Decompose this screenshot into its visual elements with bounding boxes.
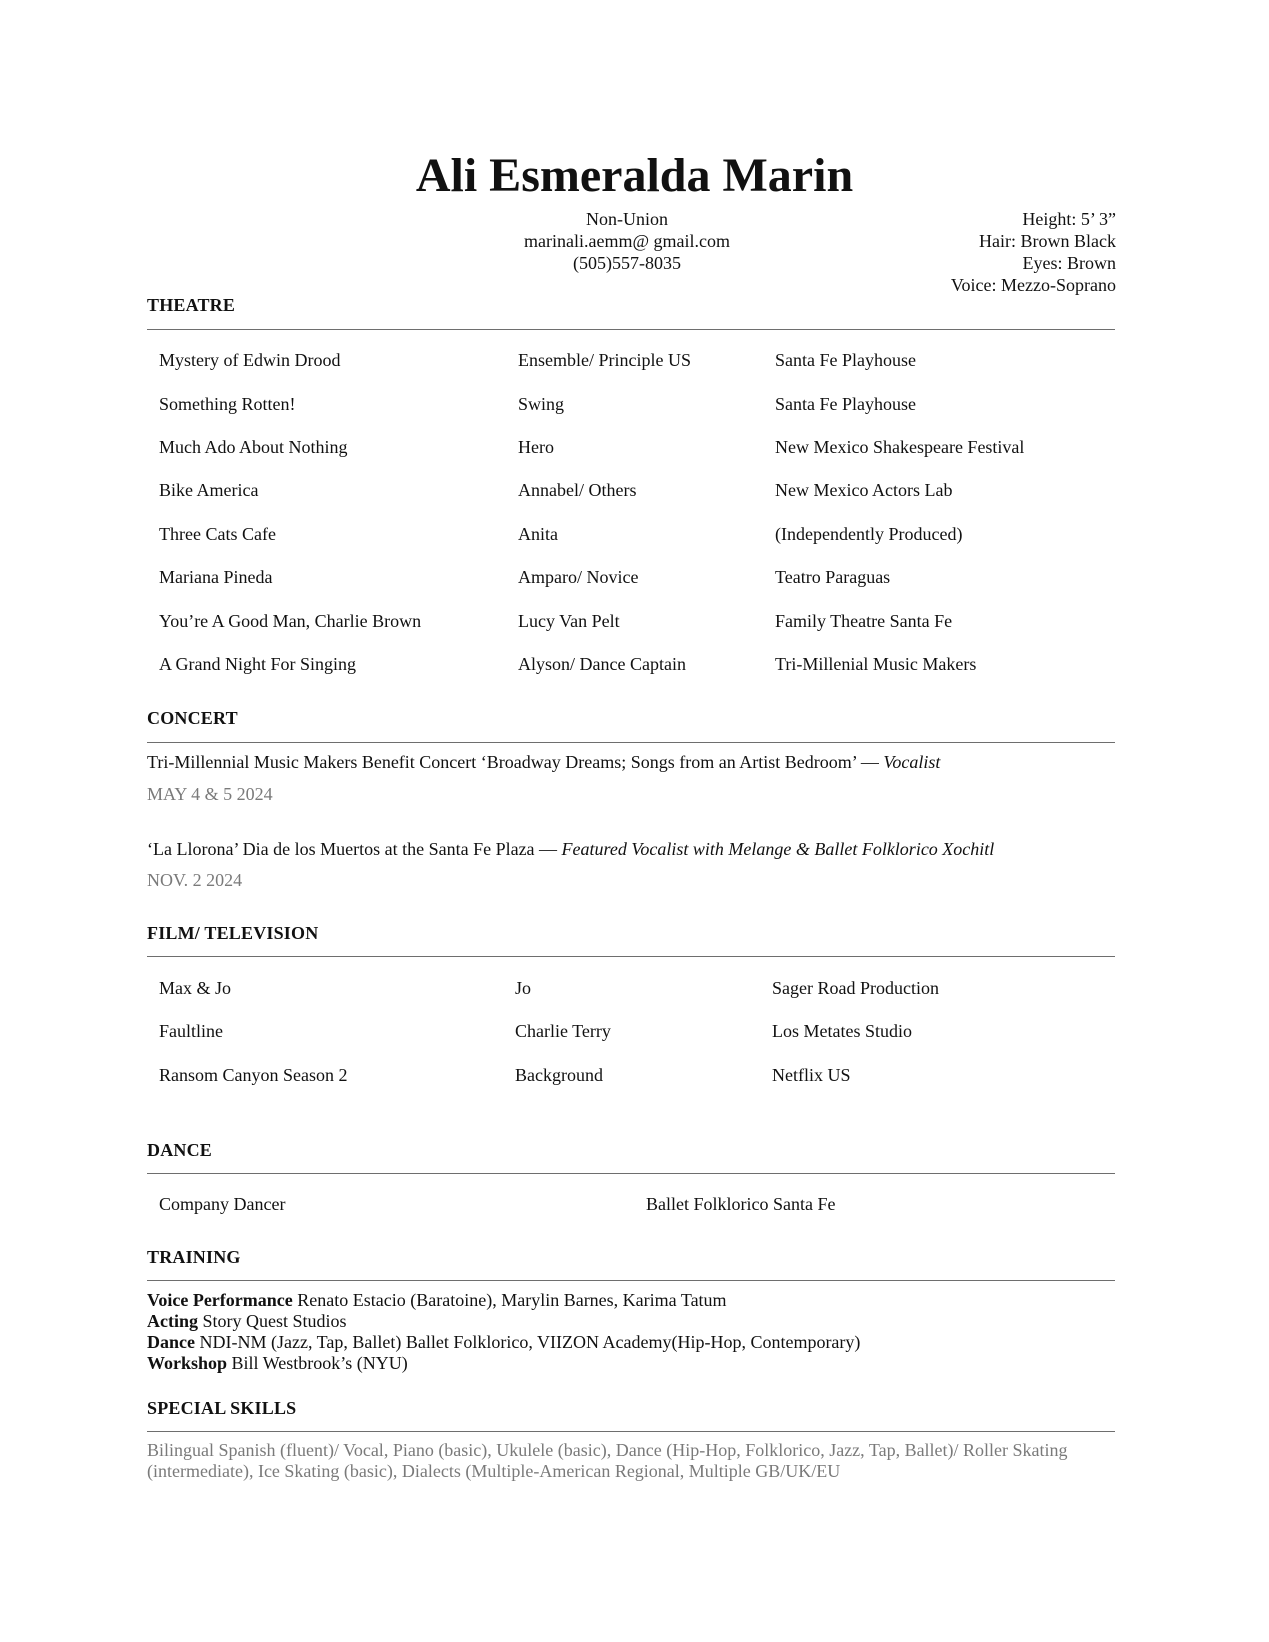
role: Jo xyxy=(515,978,532,998)
company: Los Metates Studio xyxy=(772,1021,912,1041)
training-item xyxy=(147,1290,1127,1311)
dance-divider xyxy=(147,1173,1115,1174)
concert-role: Vocalist xyxy=(883,752,941,772)
physical-stats xyxy=(816,208,1116,296)
skills-divider xyxy=(147,1431,1115,1432)
training-text: NDI-NM (Jazz, Tap, Ballet) Ballet Folklorico, VIIZON Academy(Hip-Hop, Contemporary) xyxy=(195,1332,861,1352)
training-text: Story Quest Studios xyxy=(198,1311,347,1331)
role: Background xyxy=(515,1065,603,1085)
concert-divider xyxy=(147,742,1115,743)
training-list xyxy=(147,1290,1127,1374)
eyes: Eyes: Brown xyxy=(1022,253,1116,273)
concert-date: MAY 4 & 5 2024 xyxy=(147,784,273,804)
role: Alyson/ Dance Captain xyxy=(518,654,686,674)
company: New Mexico Shakespeare Festival xyxy=(775,437,1025,457)
union-status: Non-Union xyxy=(586,209,668,229)
show-title: Ransom Canyon Season 2 xyxy=(159,1065,348,1085)
concert-heading: CONCERT xyxy=(147,708,238,728)
training-label: Voice Performance xyxy=(147,1290,293,1310)
company: Ballet Folklorico Santa Fe xyxy=(646,1194,836,1214)
concert-role: Featured Vocalist with Melange & Ballet Folklorico Xochitl xyxy=(561,839,995,859)
film-heading: FILM/ TELEVISION xyxy=(147,923,319,943)
role: Amparo/ Novice xyxy=(518,567,639,587)
training-label: Workshop xyxy=(147,1353,228,1373)
show-title: A Grand Night For Singing xyxy=(159,654,357,674)
contact-block xyxy=(447,208,807,274)
role: Anita xyxy=(518,524,558,544)
company: New Mexico Actors Lab xyxy=(775,480,953,500)
training-heading: TRAINING xyxy=(147,1247,241,1267)
role: Lucy Van Pelt xyxy=(518,611,620,631)
show-title: Bike America xyxy=(159,480,259,500)
company: Tri-Millenial Music Makers xyxy=(775,654,977,674)
concert-entry xyxy=(147,838,994,860)
skills-heading: SPECIAL SKILLS xyxy=(147,1398,297,1418)
training-item xyxy=(147,1332,1127,1353)
show-title: Mystery of Edwin Drood xyxy=(159,350,341,370)
training-item xyxy=(147,1311,1127,1332)
show-title: Mariana Pineda xyxy=(159,567,273,587)
show-title: Much Ado About Nothing xyxy=(159,437,348,457)
hair: Hair: Brown Black xyxy=(979,231,1116,251)
training-label: Dance xyxy=(147,1332,195,1352)
show-title: You’re A Good Man, Charlie Brown xyxy=(159,611,422,631)
role: Company Dancer xyxy=(159,1194,286,1214)
voice-type: Voice: Mezzo-Soprano xyxy=(950,275,1116,295)
email: marinali.aemm@ gmail.com xyxy=(523,231,730,251)
training-text: Renato Estacio (Baratoine), Marylin Barnes, Karima Tatum xyxy=(292,1290,727,1310)
phone: (505)557-8035 xyxy=(573,253,681,273)
concert-title: Tri-Millennial Music Makers Benefit Concert ‘Broadway Dreams; Songs from an Artist Bedroom’ — xyxy=(147,752,884,772)
role: Swing xyxy=(518,394,565,414)
concert-title: ‘La Llorona’ Dia de los Muertos at the Santa Fe Plaza — xyxy=(147,839,562,859)
company: Teatro Paraguas xyxy=(775,567,891,587)
role: Charlie Terry xyxy=(515,1021,611,1041)
height: Height: 5’ 3” xyxy=(1022,209,1116,229)
show-title: Max & Jo xyxy=(159,978,231,998)
training-text: Bill Westbrook’s (NYU) xyxy=(227,1353,408,1373)
concert-date: NOV. 2 2024 xyxy=(147,870,243,890)
actor-name: Ali Esmeralda Marin xyxy=(415,149,854,202)
dance-heading: DANCE xyxy=(147,1140,213,1160)
theatre-divider xyxy=(147,329,1115,330)
company: Santa Fe Playhouse xyxy=(775,394,916,414)
company: (Independently Produced) xyxy=(775,524,963,544)
film-divider xyxy=(147,956,1115,957)
company: Family Theatre Santa Fe xyxy=(775,611,953,631)
training-label: Acting xyxy=(147,1311,198,1331)
company: Sager Road Production xyxy=(772,978,939,998)
show-title: Three Cats Cafe xyxy=(159,524,276,544)
training-item xyxy=(147,1353,1127,1374)
company: Netflix US xyxy=(772,1065,851,1085)
company: Santa Fe Playhouse xyxy=(775,350,916,370)
skills-text: Bilingual Spanish (fluent)/ Vocal, Piano (basic), Ukulele (basic), Dance (Hip-Hop, Folklorico, Jazz, Tap, Ballet)/ Roller Skating (intermediate), Ice Skating (basic), Dialects (Multiple-American Regional, Multiple GB/UK/EU xyxy=(147,1440,1068,1481)
training-divider xyxy=(147,1280,1115,1281)
role: Ensemble/ Principle US xyxy=(518,350,691,370)
show-title: Something Rotten! xyxy=(159,394,296,414)
role: Annabel/ Others xyxy=(518,480,637,500)
theatre-heading: THEATRE xyxy=(147,295,236,315)
show-title: Faultline xyxy=(159,1021,223,1041)
concert-entry xyxy=(147,751,940,773)
role: Hero xyxy=(518,437,554,457)
